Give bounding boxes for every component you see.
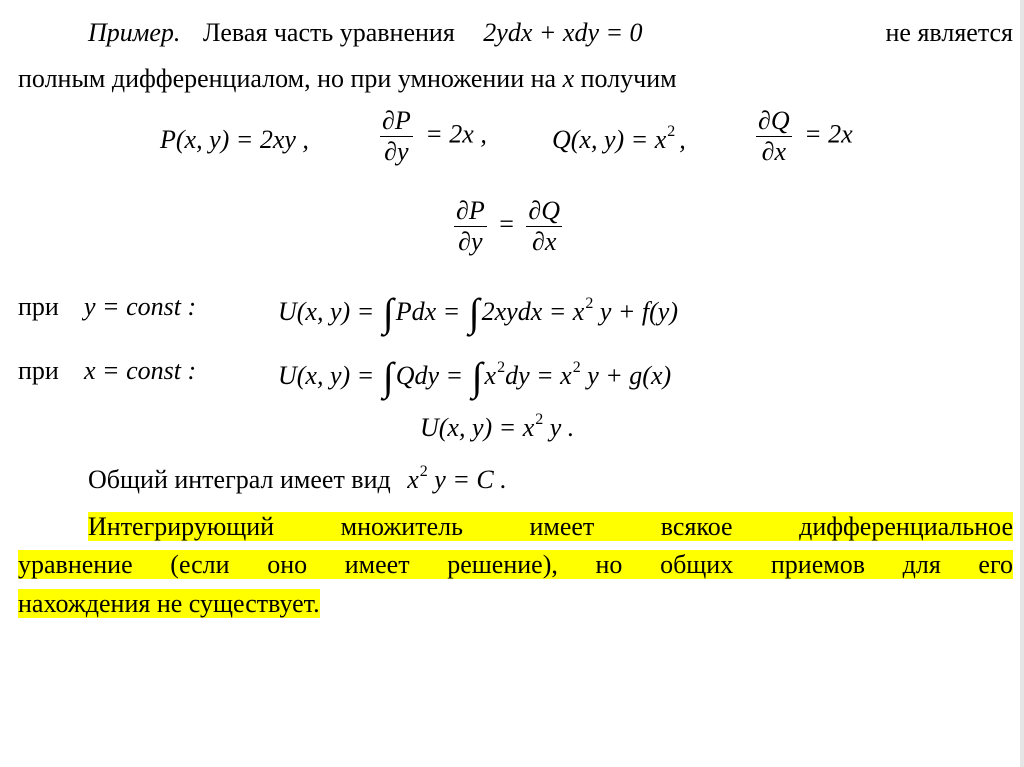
- intro-line-2: [18, 64, 677, 94]
- intro-text: Левая часть уравнения: [202, 18, 455, 47]
- result-formula: U(x, $y) = x^2$ y .: [420, 411, 575, 442]
- case-y-label: при: [18, 292, 59, 321]
- intro-var: x: [562, 64, 575, 93]
- highlight-line-2: уравнение (если оно имеет решение), но общих приемов для его: [18, 550, 1013, 579]
- highlight-line-1: Интегрирующий множитель имеет всякое дифференциальное: [88, 512, 1013, 541]
- fraction: $\frac{\partial P}{\partial y}$: [382, 106, 411, 166]
- case-x-formula: U(x, $y) = \int Qdy = \int x^2dy = x^2$ y + g(x): [278, 354, 672, 399]
- intro-line2-tail: получим: [580, 64, 677, 93]
- intro-equation: 2ydx + xdy = 0: [483, 18, 643, 47]
- general-integral: Общий интеграл имеет вид $x^2$ y = C .: [88, 463, 507, 494]
- fraction: $\frac{\partial Q}{\partial x}$: [758, 106, 790, 166]
- dP-result: = 2x ,: [425, 119, 487, 149]
- case-y-formula: U(x, y) = ∫Pdx = ∫2xydx = $x^2$ y + f(y): [278, 290, 679, 335]
- partials-equality: $\frac{\partial P}{\partial y}$ = $\frac{\partial Q}{\partial x}$: [456, 196, 561, 256]
- dQ-dx: [750, 106, 853, 167]
- def-Q: Q(x, $y) = x^2$ ,: [552, 123, 686, 154]
- intro-tail: не является: [885, 18, 1013, 47]
- intro-line-1: [88, 18, 1013, 48]
- fraction-left: $\frac{\partial P}{\partial y}$: [456, 196, 485, 256]
- case-y-cond: y = const :: [84, 292, 197, 321]
- integral-sign: ∫: [471, 354, 483, 399]
- slide-edge: [1020, 0, 1024, 767]
- highlight-line-3: нахождения не существует.: [18, 589, 320, 618]
- integral-sign: ∫: [468, 290, 480, 335]
- intro-line2-text: полным дифференциалом, но при умножении на: [18, 64, 557, 93]
- dP-dy: [374, 106, 487, 167]
- dQ-result: = 2x: [804, 119, 853, 149]
- fraction-right: $\frac{\partial Q}{\partial x}$: [528, 196, 561, 256]
- integral-sign: ∫: [382, 354, 394, 399]
- def-P: P(x, y) = 2xy ,: [160, 125, 309, 154]
- example-label: Пример.: [88, 18, 181, 47]
- integral-sign: ∫: [382, 290, 394, 335]
- case-x-label: при: [18, 356, 59, 385]
- case-x-cond: x = const :: [84, 356, 197, 385]
